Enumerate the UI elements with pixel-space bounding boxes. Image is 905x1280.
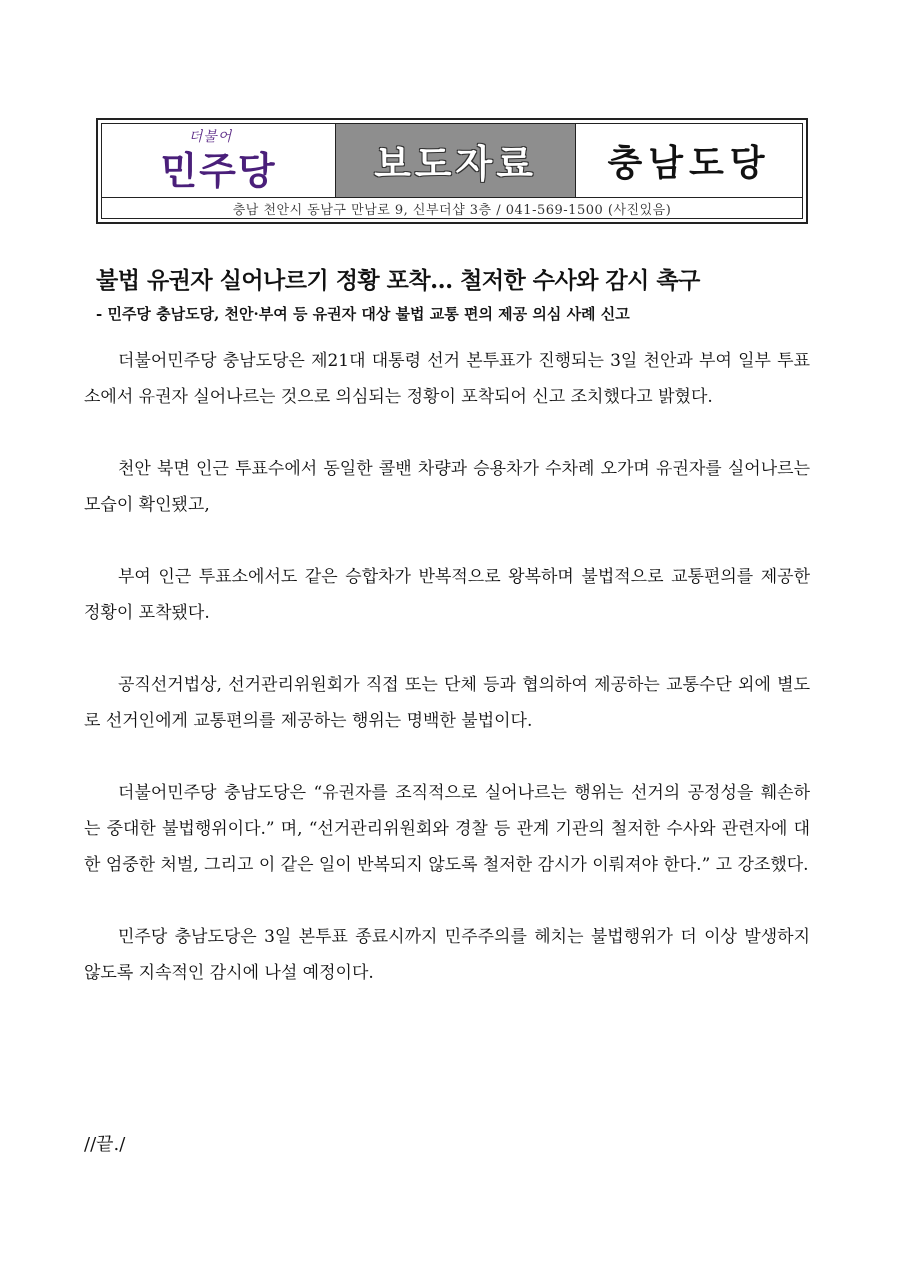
paragraph-5: 더불어민주당 충남도당은 “유권자를 조직적으로 실어나르는 행위는 선거의 공정성을 훼손하는 중대한 불법행위이다.” 며, “선거관리위원회와 경찰 등 관계 기관의 철저한 수사와 관련자에 대한 엄중한 처벌, 그리고 이 같은 일이 반복되지 않도록 철저한 감시가 이뤄져야 한다.” 고 강조했다. (84, 783, 810, 875)
subheadline: - 민주당 충남도당, 천안·부여 등 유권자 대상 불법 교통 편의 제공 의심 사례 신고 (96, 305, 630, 323)
paragraph-2: 천안 북면 인근 투표수에서 동일한 콜밴 차량과 승용차가 수차례 오가며 유권자를 실어나르는 모습이 확인됐고, (84, 459, 810, 515)
press-release-title: 보도자료 (374, 141, 537, 186)
headline: 불법 유권자 실어나르기 정황 포착... 철저한 수사와 감시 촉구 (96, 267, 700, 294)
end-mark: //끝./ (84, 1134, 126, 1155)
article-body (84, 343, 810, 1027)
press-release-title-cell (336, 124, 576, 197)
organization-cell (576, 124, 802, 197)
header-top-row (102, 124, 802, 198)
paragraph-3: 부여 인근 투표소에서도 같은 승합차가 반복적으로 왕복하며 불법적으로 교통편의를 제공한 정황이 포착됐다. (84, 567, 810, 623)
organization-name: 충남도당 (607, 143, 771, 184)
header-frame (101, 123, 803, 219)
logo-small-text: 더불어 (188, 129, 233, 145)
party-logo (102, 124, 336, 197)
logo-big-text: 민주당 (160, 149, 277, 193)
paragraph-1: 더불어민주당 충남도당은 제21대 대통령 선거 본투표가 진행되는 3일 천안과 부여 일부 투표소에서 유권자 실어나르는 것으로 의심되는 정황이 포착되어 신고 조치했다고 밝혔다. (84, 351, 810, 407)
address-line: 충남 천안시 동남구 만남로 9, 신부더샵 3층 / 041-569-1500 (사진있음) (232, 202, 672, 218)
press-release-header (96, 118, 808, 224)
paragraph-6: 민주당 충남도당은 3일 본투표 종료시까지 민주주의를 헤치는 불법행위가 더 이상 발생하지 않도록 지속적인 감시에 나설 예정이다. (84, 927, 810, 983)
paragraph-4: 공직선거법상, 선거관리위원회가 직접 또는 단체 등과 협의하여 제공하는 교통수단 외에 별도로 선거인에게 교통편의를 제공하는 행위는 명백한 불법이다. (84, 675, 810, 731)
